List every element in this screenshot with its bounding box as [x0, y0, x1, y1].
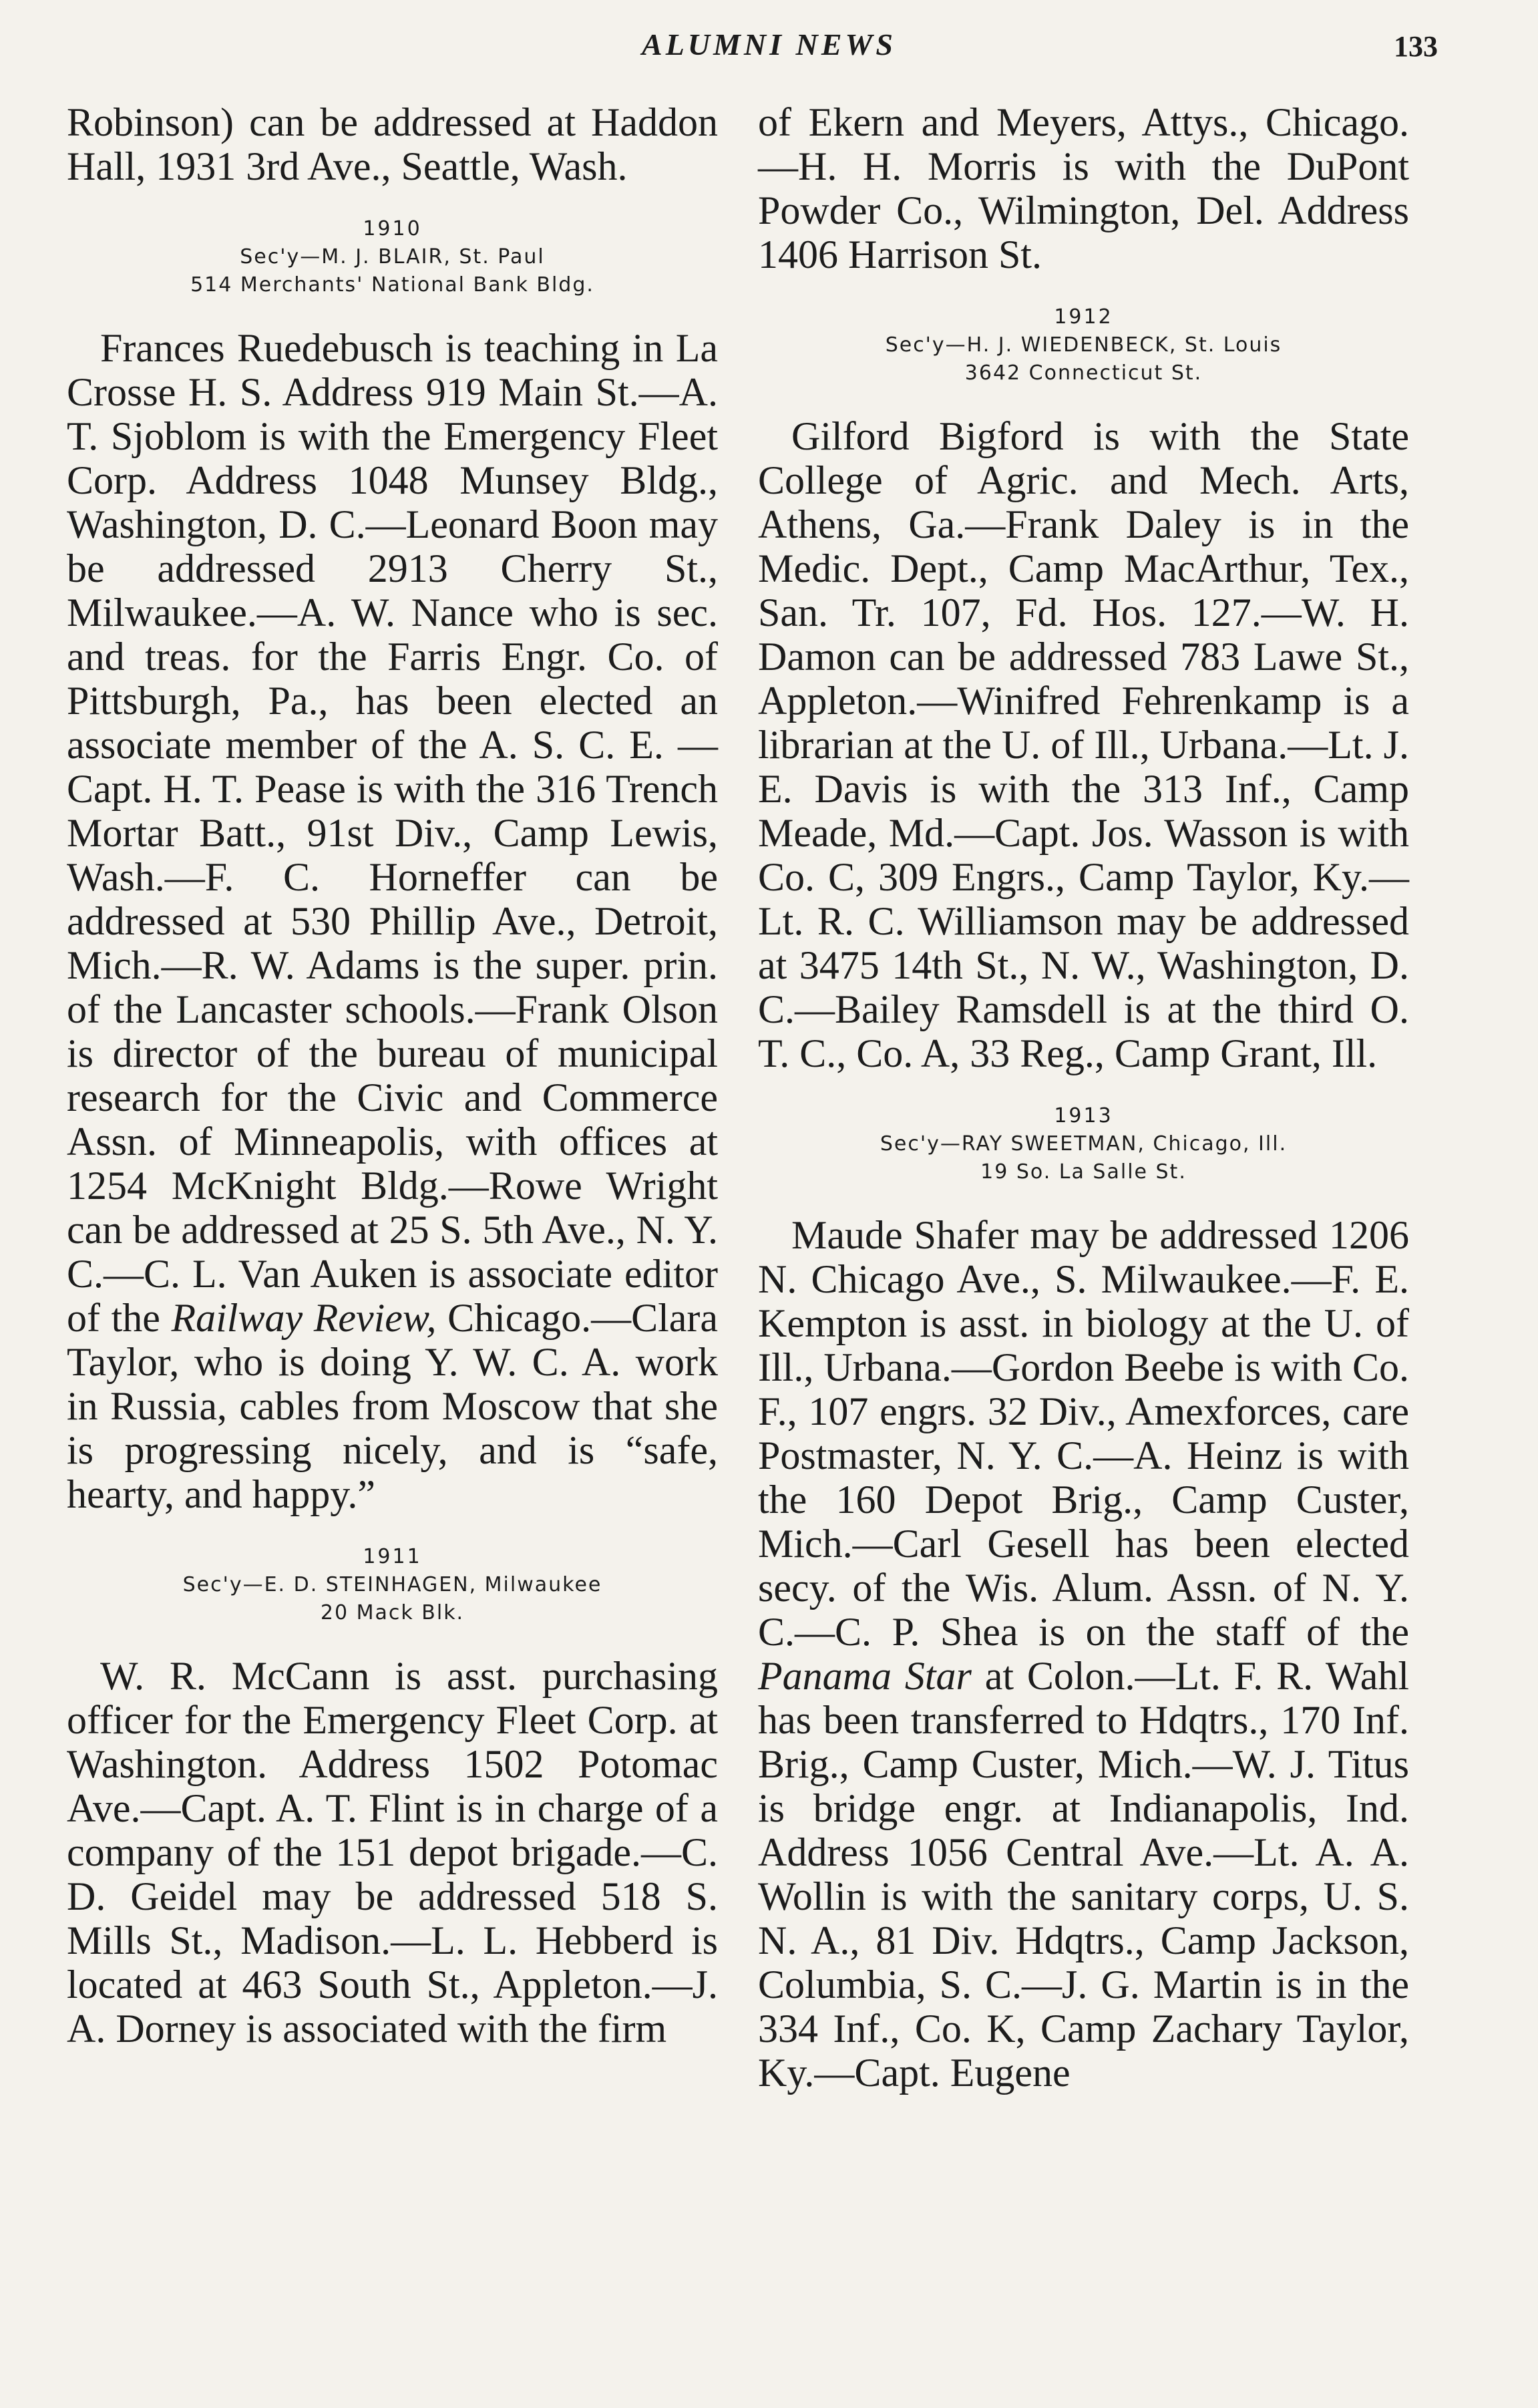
page-header	[0, 12, 1538, 72]
publication-title: Railway Review,	[171, 1296, 437, 1340]
class-1912-heading	[758, 303, 1409, 387]
class-1911-notes: W. R. McCann is asst. purchasing officer for the Emergency Fleet Corp. at Washington. Address 1502 Potomac Ave.—Capt. A. T. Flint is in charge of a company of the 151 depot brigade.—C. D. Geidel may be addressed 518 S. Mills St., Madison.—L. L. Hebberd is located at 463 South St., Appleton.—J. A. Dorney is associated with the firm	[67, 1654, 718, 2051]
right-column	[758, 100, 1409, 2095]
class-secretary-address: 514 Merchants' National Bank Bldg.	[190, 273, 594, 297]
class-secretary: Sec'y—E. D. STEINHAGEN, Milwaukee	[182, 1573, 602, 1596]
class-secretary: Sec'y—RAY SWEETMAN, Chicago, Ill.	[880, 1132, 1288, 1156]
continuation-paragraph: of Ekern and Meyers, Attys., Chicago.—H. H. Morris is with the DuPont Powder Co., Wilmington, Del. Address 1406 Harrison St.	[758, 100, 1409, 277]
class-1913-heading	[758, 1102, 1409, 1186]
class-secretary-address: 20 Mack Blk.	[320, 1601, 465, 1624]
class-1912-notes: Gilford Bigford is with the State College of Agric. and Mech. Arts, Athens, Ga.—Frank Daley is in the Medic. Dept., Camp MacArthur, Tex., San. Tr. 107, Fd. Hos. 127.—W. H. Damon can be addressed 783 Lawe St., Appleton.—Winifred Fehrenkamp is a librarian at the U. of Ill., Urbana.—Lt. J. E. Davis is with the 313 Inf., Camp Meade, Md.—Capt. Jos. Wasson is with Co. C, 309 Engrs., Camp Taylor, Ky.—Lt. R. C. Williamson may be addressed at 3475 14th St., N. W., Washington, D. C.—Bailey Ramsdell is at the third O. T. C., Co. A, 33 Reg., Camp Grant, Ill.	[758, 414, 1409, 1075]
publication-title: Panama Star	[758, 1654, 972, 1698]
class-year: 1911	[363, 1545, 422, 1568]
class-year: 1910	[363, 217, 422, 240]
class-1910-notes	[67, 326, 718, 1516]
class-year: 1913	[1054, 1104, 1113, 1128]
class-year: 1912	[1054, 305, 1113, 329]
class-1913-notes	[758, 1213, 1409, 2095]
class-secretary-address: 3642 Connecticut St.	[964, 361, 1203, 385]
left-column	[67, 100, 718, 2051]
continuation-paragraph: Robinson) can be addressed at Haddon Hall, 1931 3rd Ave., Seattle, Wash.	[67, 100, 718, 188]
notes-text: at Colon.—Lt. F. R. Wahl has been transferred to Hdqtrs., 170 Inf. Brig., Camp Custer, Mich.—W. J. Titus is bridge engr. at Indianapolis, Ind. Address 1056 Central Ave.—Lt. A. A. Wollin is with the sanitary corps, U. S. N. A., 81 Div. Hdqtrs., Camp Jackson, Columbia, S. C.—J. G. Martin is in the 334 Inf., Co. K, Camp Zachary Taylor, Ky.—Capt. Eugene	[758, 1654, 1409, 2095]
class-1911-heading	[67, 1543, 718, 1627]
class-1910-heading	[67, 215, 718, 299]
running-title: ALUMNI NEWS	[642, 27, 896, 61]
notes-text: Maude Shafer may be addressed 1206 N. Chicago Ave., S. Milwaukee.—F. E. Kempton is asst. in biology at the U. of Ill., Urbana.—Gordon Beebe is with Co. F., 107 engrs. 32 Div., Amexforces, care Postmaster, N. Y. C.—A. Heinz is with the 160 Depot Brig., Camp Custer, Mich.—Carl Gesell has been elected secy. of the Wis. Alum. Assn. of N. Y. C.—C. P. Shea is on the staff of the	[758, 1213, 1409, 1654]
notes-text: Chicago.—Clara Taylor, who is doing Y. W. C. A. work in Russia, cables from Moscow that she is progressing nicely, and is “safe, hearty, and happy.”	[67, 1296, 718, 1516]
class-secretary-address: 19 So. La Salle St.	[980, 1160, 1187, 1184]
class-secretary: Sec'y—H. J. WIEDENBECK, St. Louis	[885, 333, 1282, 357]
notes-text: Frances Ruedebusch is teaching in La Crosse H. S. Address 919 Main St.—A. T. Sjoblom is with the Emergency Fleet Corp. Address 1048 Munsey Bldg., Washington, D. C.—Leonard Boon may be addressed 2913 Cherry St., Milwaukee.—A. W. Nance who is sec. and treas. for the Farris Engr. Co. of Pittsburgh, Pa., has been elected an associate member of the A. S. C. E. —Capt. H. T. Pease is with the 316 Trench Mortar Batt., 91st Div., Camp Lewis, Wash.—F. C. Horneffer can be addressed at 530 Phillip Ave., Detroit, Mich.—R. W. Adams is the super. prin. of the Lancaster schools.—Frank Olson is director of the bureau of municipal research for the Civic and Commerce Assn. of Minneapolis, with offices at 1254 McKnight Bldg.—Rowe Wright can be addressed at 25 S. 5th Ave., N. Y. C.—C. L. Van Auken is associate editor of the	[67, 326, 718, 1340]
class-secretary: Sec'y—M. J. BLAIR, St. Paul	[240, 245, 545, 269]
page-number: 133	[1394, 30, 1438, 63]
